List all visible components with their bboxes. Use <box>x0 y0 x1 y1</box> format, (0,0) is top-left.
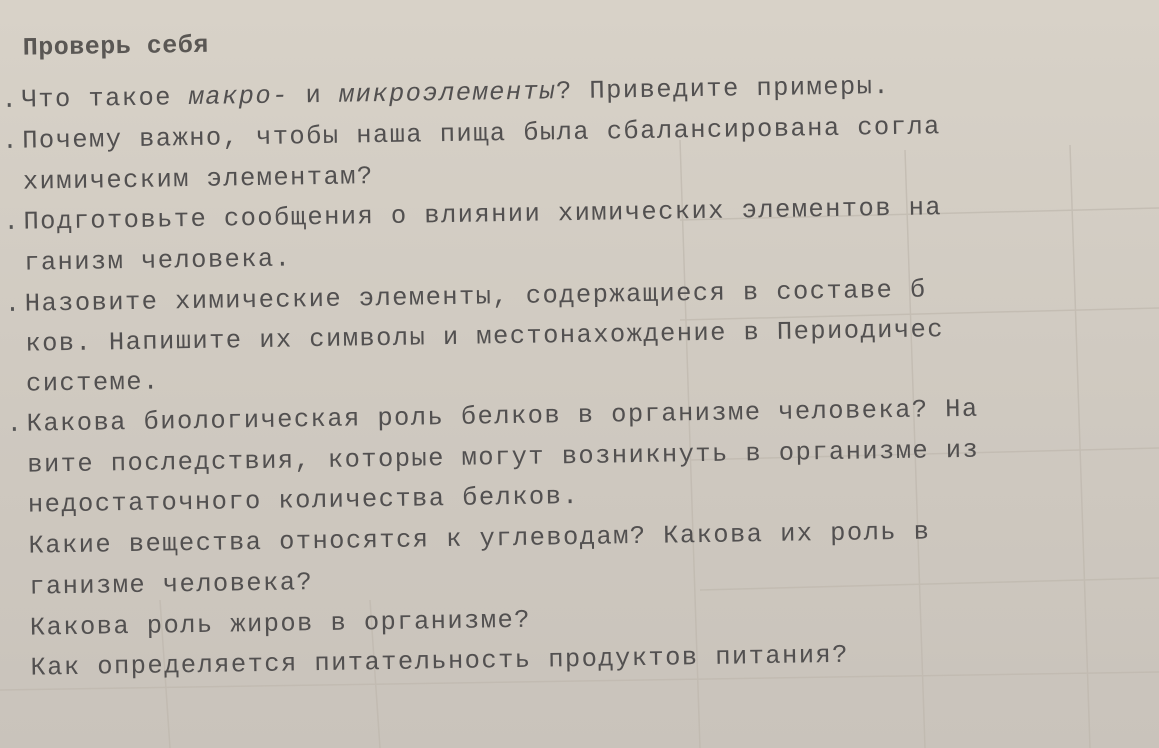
question-4-line-2: ков. Напишите их символы и местонахождение в Периодичес <box>25 315 945 359</box>
list-bullet: . <box>4 289 22 319</box>
question-5-line-3: недостаточного количества белков. <box>27 481 580 520</box>
question-4-line-1: . Назовите химические элементы, содержащиеся в составе б <box>4 275 927 319</box>
question-7-line-1: Какова роль жиров в организме? <box>29 605 532 643</box>
question-2-line-2: химическим элементам? <box>22 162 374 197</box>
list-bullet: . <box>3 207 21 237</box>
question-1-line-1: . Что такое макро- и микроэлементы? Приведите примеры. <box>1 72 891 115</box>
question-8-line-1: Как определяется питательность продуктов питания? <box>30 640 850 683</box>
list-bullet: . <box>6 409 24 439</box>
term-macro: макро- <box>188 81 290 113</box>
question-5-line-1: . Какова биологическая роль белков в организме человека? На <box>6 394 979 439</box>
question-3-line-2: ганизм человека. <box>23 244 292 278</box>
list-bullet: . <box>1 126 20 156</box>
question-2-line-1: . Почему важно, чтобы наша пища была сбалансирована согла <box>1 112 941 156</box>
section-heading: Проверь себя <box>22 30 209 63</box>
question-3-line-1: . Подготовьте сообщения о влиянии химических элементов на <box>3 193 943 237</box>
question-4-line-3: системе. <box>25 367 160 399</box>
term-micro: микроэлементы <box>338 77 557 110</box>
question-5-line-2: вите последствия, которые могут возникнуть в организме из <box>27 435 980 480</box>
question-6-line-1: Какие вещества относятся к углеводам? Какова их роль в <box>28 517 931 561</box>
question-6-line-2: ганизме человека? <box>28 568 314 602</box>
list-bullet: . <box>1 85 19 115</box>
